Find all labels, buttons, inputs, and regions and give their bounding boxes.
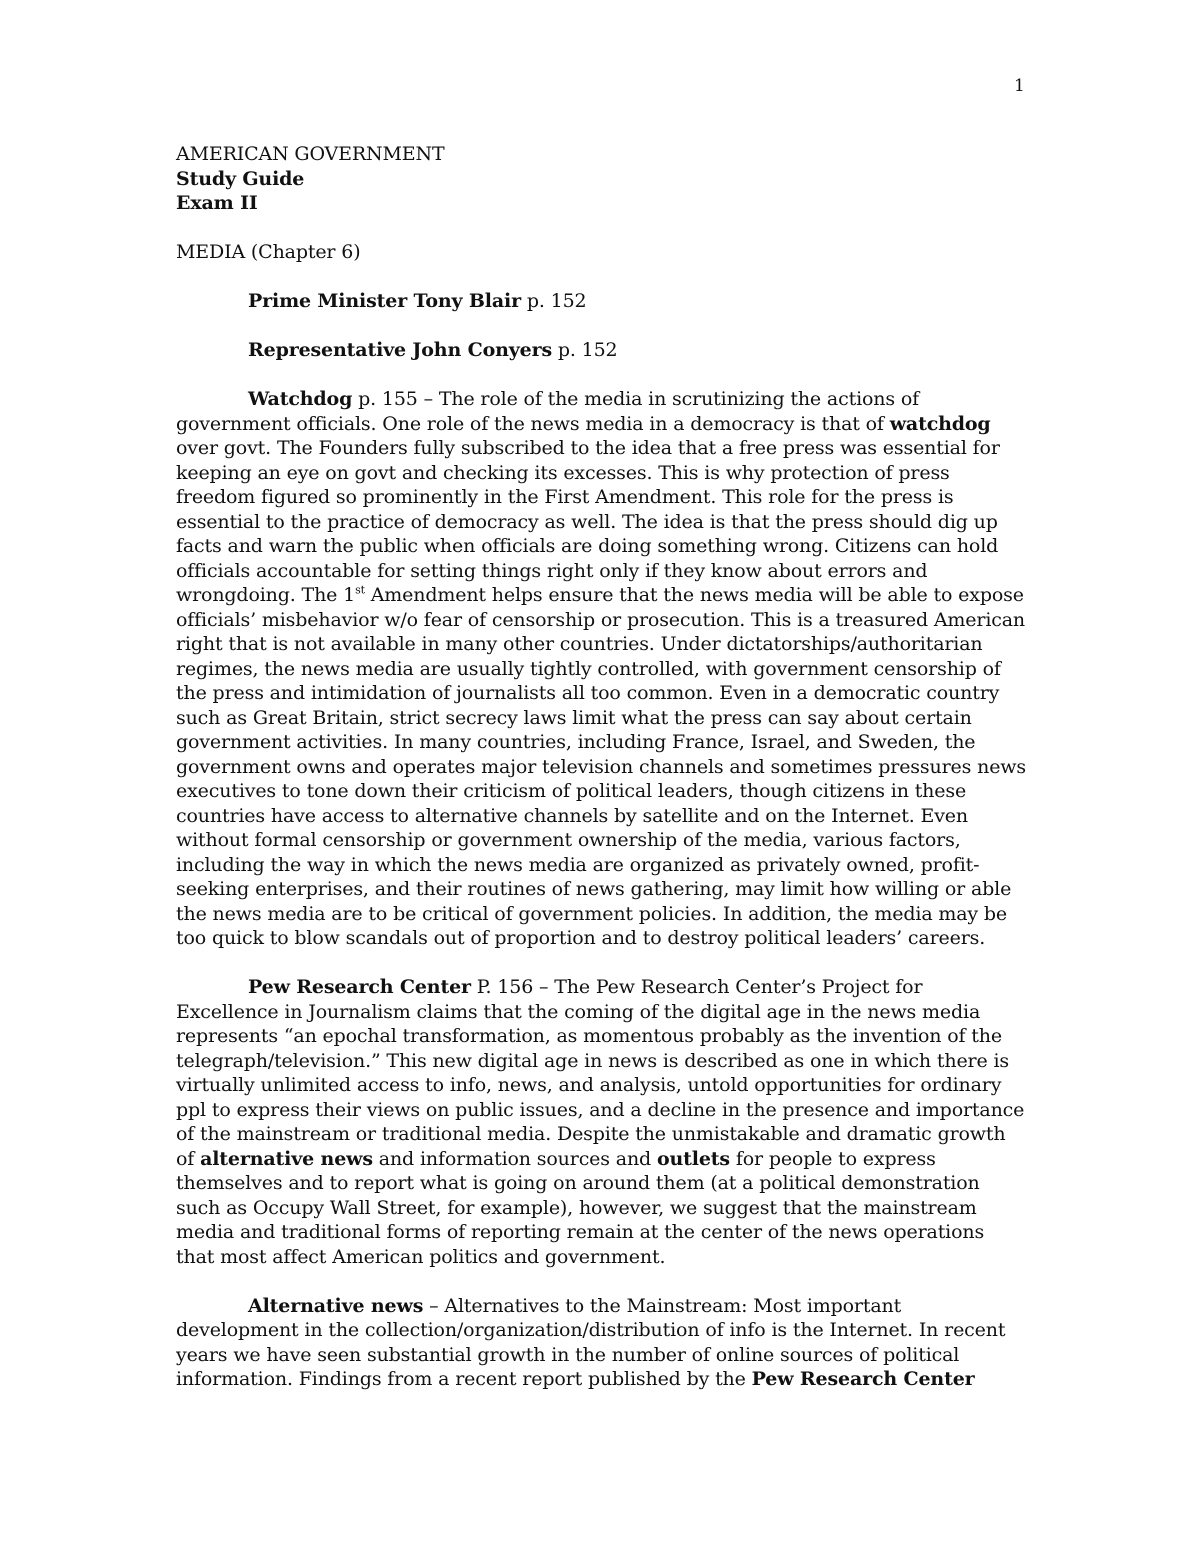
pew-text-1: P. 156 – The Pew Research Center’s Project for Excellence in Journalism claims that the coming of the digital age in the news media represents “an epochal transformation, as momentous probably as the invention of the telegraph/television.” This new digital age in news is described as one in which there is virtually unlimited access to info, news, and analysis, untold opportunities for ordinary ppl to express their views on public issues, and a decline in the presence and importance of the mainstream or traditional media. Despite the unmistakable and dramatic growth of [176, 976, 1025, 1170]
pew-text-2: and information sources and [372, 1147, 657, 1170]
term-conyers-ref: p. 152 [552, 339, 618, 361]
course-title: AMERICAN GOVERNMENT [176, 143, 445, 165]
document-body [176, 142, 1028, 1392]
watchdog-superscript: st [355, 583, 365, 597]
term-conyers-name: Representative John Conyers [248, 339, 552, 361]
pew-bold-1: alternative news [200, 1147, 373, 1170]
term-blair-ref: p. 152 [520, 290, 587, 312]
exam-label: Exam II [176, 192, 258, 214]
term-blair [176, 289, 1028, 314]
watchdog-bold-1: watchdog [889, 412, 991, 435]
altnews-text-1: – Alternatives to the Mainstream: Most important development in the collection/organization/distribution of info is the Internet. In recent years we have seen substantial growth in the number of online sources of political information. Findings from a recent report published by the [176, 1294, 1006, 1390]
watchdog-text-2: over govt. The Founders fully subscribed to the idea that a free press was essential for keeping an eye on govt and checking its excesses. This is why protection of press freedom figured so prominently in the First Amendment. This role for the press is essential to the practice of democracy as well. The idea is that the press should dig up facts and warn the public when officials are doing something wrong. Citizens can hold officials accountable for setting things right only if they know about errors and wrongdoing. The 1 [176, 437, 1000, 606]
section-title: MEDIA (Chapter 6) [176, 241, 361, 263]
pew-paragraph [176, 975, 1028, 1269]
altnews-bold-1: Pew Research Center [751, 1368, 975, 1390]
altnews-term: Alternative news [248, 1294, 424, 1317]
page-number: 1 [1014, 76, 1025, 96]
term-blair-name: Prime Minister Tony Blair [248, 290, 521, 312]
pew-term: Pew Research Center [248, 976, 471, 998]
pew-bold-2: outlets [656, 1147, 730, 1170]
watchdog-text-3: Amendment helps ensure that the news media will be able to expose officials’ misbehavior w/o fear of censorship or prosecution. This is a treasured American right that is not available in many other countries. Under dictatorships/authoritarian regimes, the news media are usually tightly controlled, with government censorship of the press and intimidation of journalists all too common. Even in a democratic country such as Great Britain, strict secrecy laws limit what the press can say about certain government activities. In many countries, including France, Israel, and Sweden, the government owns and operates major television channels and sometimes pressures news executives to tone down their criticism of political leaders, though citizens in these countries have access to alternative channels by satellite and on the Internet. Even without formal censorship or government ownership of the media, various factors, including the way in which the news media are organized as privately owned, profit-seeking enterprises, and their routines of news gathering, may limit how willing or able the news media are to be critical of government policies. In addition, the media may be too quick to blow scandals out of proportion and to destroy political leaders’ careers. [176, 584, 1027, 949]
doc-type: Study Guide [176, 167, 305, 190]
watchdog-paragraph [176, 387, 1028, 951]
watchdog-text-1: p. 155 – The role of the media in scrutinizing the actions of government officials. One role of the news media in a democracy is that of [176, 388, 920, 435]
term-conyers [176, 338, 1028, 363]
altnews-paragraph [176, 1294, 1028, 1392]
pew-text-3: for people to express themselves and to report what is going on around them (at a political demonstration such as Occupy Wall Street, for example), however, we suggest that the mainstream media and traditional forms of reporting remain at the center of the news operations that most affect American politics and government. [176, 1147, 985, 1268]
watchdog-term: Watchdog [248, 388, 353, 410]
